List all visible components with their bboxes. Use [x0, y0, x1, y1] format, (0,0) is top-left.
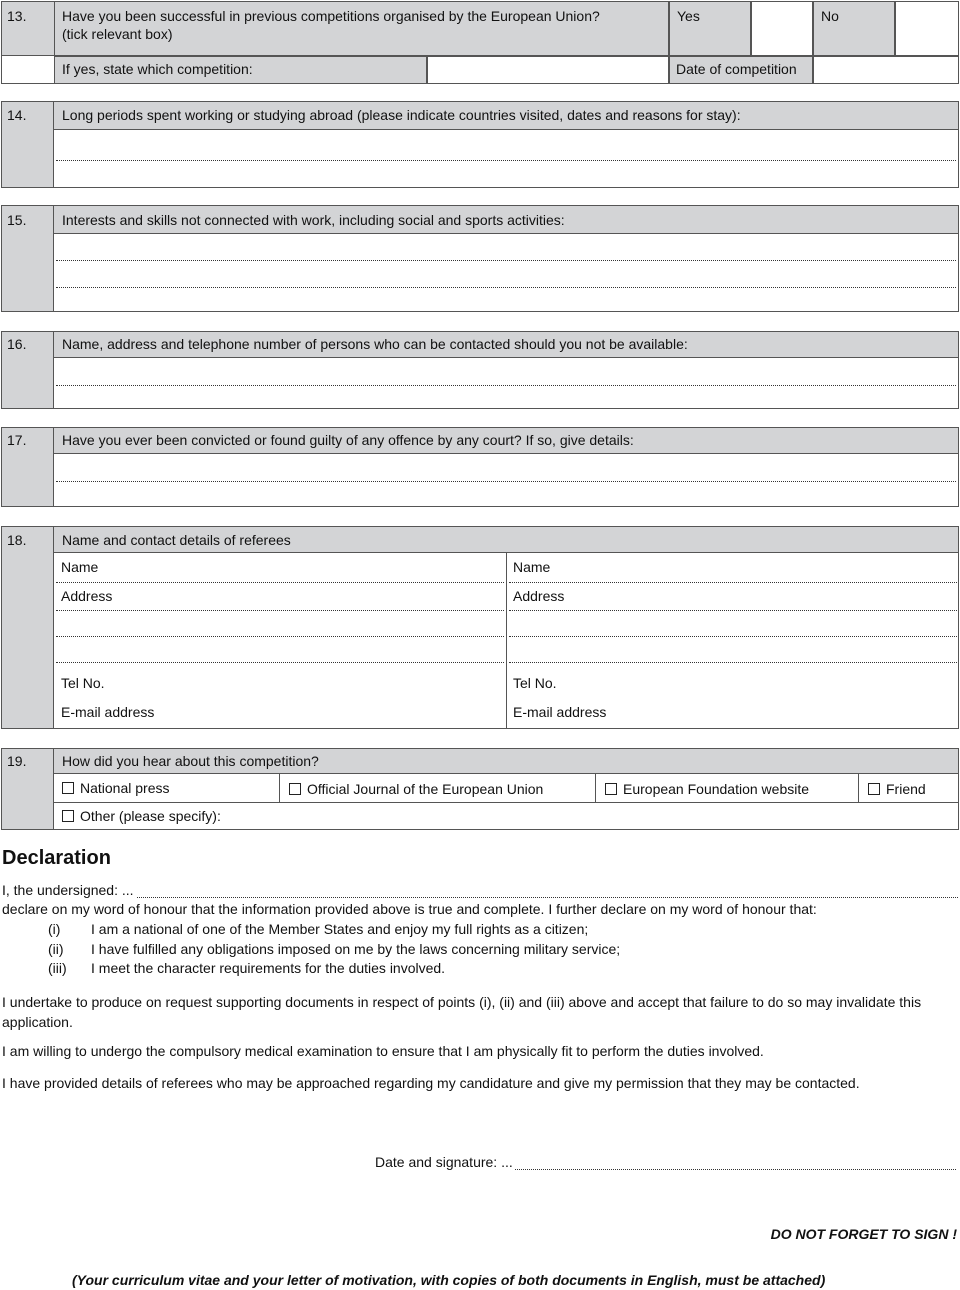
q19-row-divider [54, 802, 958, 803]
q18-referee1-tel-label: Tel No. [61, 675, 105, 691]
q18-column-divider [506, 553, 507, 728]
q19-option-friend[interactable] [868, 781, 926, 798]
q14-number: 14. [7, 107, 27, 123]
option-label: Official Journal of the European Union [307, 781, 544, 797]
q13-which-input[interactable] [427, 56, 669, 84]
declaration-item-num: (i) [48, 921, 61, 937]
q17-question: Have you ever been convicted or found guilty of any offence by any court? If so, give details: [62, 432, 634, 448]
q19-option-official-journal[interactable] [289, 781, 543, 798]
q19-option-divider-1 [279, 774, 280, 802]
q15-answer-line-1[interactable] [56, 260, 956, 261]
q15-number: 15. [7, 212, 27, 228]
q16-question: Name, address and telephone number of persons who can be contacted should you not be available: [62, 336, 688, 352]
q18-referee1-email-label: E-mail address [61, 704, 155, 720]
declare-text: declare on my word of honour that the information provided above is true and complete. I further declare on my word of honour that: [2, 901, 817, 917]
q15-question: Interests and skills not connected with work, including social and sports activities: [62, 212, 565, 228]
medical-text: I am willing to undergo the compulsory medical examination to ensure that I am physically fit to perform the duties involved. [2, 1043, 764, 1059]
declaration-item-text: I am a national of one of the Member States and enjoy my full rights as a citizen; [91, 921, 589, 937]
q18-referee2-name-line[interactable] [509, 582, 957, 583]
q16-number: 16. [7, 336, 27, 352]
q18-referee2-tel-label: Tel No. [513, 675, 557, 691]
checkbox-icon[interactable] [605, 783, 617, 795]
q13-question-hint: (tick relevant box) [62, 26, 173, 42]
q19-option-divider-3 [858, 774, 859, 802]
q18-referee2-address-label: Address [513, 588, 565, 604]
undertake-text: I undertake to produce on request supporting documents in respect of points (i), (ii) and (iii) above and accept that failure to do so may invalidate this application. [2, 994, 922, 1030]
q19-question: How did you hear about this competition? [62, 753, 319, 769]
q18-number: 18. [7, 532, 27, 548]
q19-option-national-press[interactable] [62, 780, 170, 797]
q14-question: Long periods spent working or studying abroad (please indicate countries visited, dates and reasons for stay): [62, 107, 741, 123]
date-signature-label: Date and signature: ... [375, 1154, 513, 1170]
checkbox-icon[interactable] [289, 783, 301, 795]
q18-referee1-name-line[interactable] [56, 582, 504, 583]
referees-text: I have provided details of referees who may be approached regarding my candidature and give my permission that they may be contacted. [2, 1075, 860, 1091]
declaration-item-num: (iii) [48, 960, 67, 976]
q18-referee1-address-line-3[interactable] [56, 662, 504, 663]
checkbox-icon[interactable] [868, 783, 880, 795]
declaration-item-text: I have fulfilled any obligations imposed on me by the laws concerning military service; [91, 941, 621, 957]
declaration-item-text: I meet the character requirements for the duties involved. [91, 960, 446, 976]
q17-number: 17. [7, 432, 27, 448]
declaration-item-num: (ii) [48, 941, 64, 957]
option-label: Friend [886, 781, 926, 797]
q18-referee2-name-label: Name [513, 559, 551, 575]
q18-question: Name and contact details of referees [62, 532, 291, 548]
option-label: National press [80, 780, 170, 796]
q13-question: Have you been successful in previous competitions organised by the European Union? [62, 8, 600, 24]
q18-referee2-address-line-1[interactable] [509, 610, 957, 611]
checkbox-icon[interactable] [62, 810, 74, 822]
q18-referee1-address-line-1[interactable] [56, 610, 504, 611]
q17-answer-line[interactable] [56, 481, 956, 482]
q19-option-other[interactable] [62, 808, 221, 825]
undersigned-label: I, the undersigned: ... [2, 882, 134, 898]
q19-option-divider-2 [595, 774, 596, 802]
do-not-forget-note: DO NOT FORGET TO SIGN ! [770, 1226, 957, 1242]
q18-referee1-address-line-2[interactable] [56, 636, 504, 637]
q13-date-label: Date of competition [676, 61, 797, 77]
q18-referee2-address-line-3[interactable] [509, 662, 957, 663]
q16-answer-line[interactable] [56, 385, 956, 386]
q19-option-foundation-website[interactable] [605, 781, 809, 798]
checkbox-icon[interactable] [62, 782, 74, 794]
q18-referee2-email-label: E-mail address [513, 704, 607, 720]
q13-yes-label: Yes [677, 8, 700, 24]
q18-section [1, 526, 959, 729]
declaration-heading: Declaration [2, 847, 111, 869]
q15-answer-line-2[interactable] [56, 287, 956, 288]
q18-referee1-address-label: Address [61, 588, 113, 604]
q14-answer-line[interactable] [56, 160, 956, 161]
option-label: European Foundation website [623, 781, 810, 797]
footer-note: (Your curriculum vitae and your letter of motivation, with copies of both documents in English, must be attached) [72, 1272, 826, 1288]
q18-referee1-name-label: Name [61, 559, 99, 575]
q18-referee2-address-line-2[interactable] [509, 636, 957, 637]
option-label: Other (please specify): [80, 808, 221, 824]
q13-no-label: No [821, 8, 839, 24]
q13-yes-checkbox[interactable] [751, 1, 813, 56]
undersigned-line[interactable] [2, 882, 958, 898]
q13-date-input[interactable] [813, 56, 959, 84]
q13-which-label: If yes, state which competition: [62, 61, 253, 77]
q19-number: 19. [7, 753, 27, 769]
q13-number: 13. [7, 8, 27, 24]
q18-number-column [2, 527, 54, 728]
q13-no-checkbox[interactable] [895, 1, 959, 56]
